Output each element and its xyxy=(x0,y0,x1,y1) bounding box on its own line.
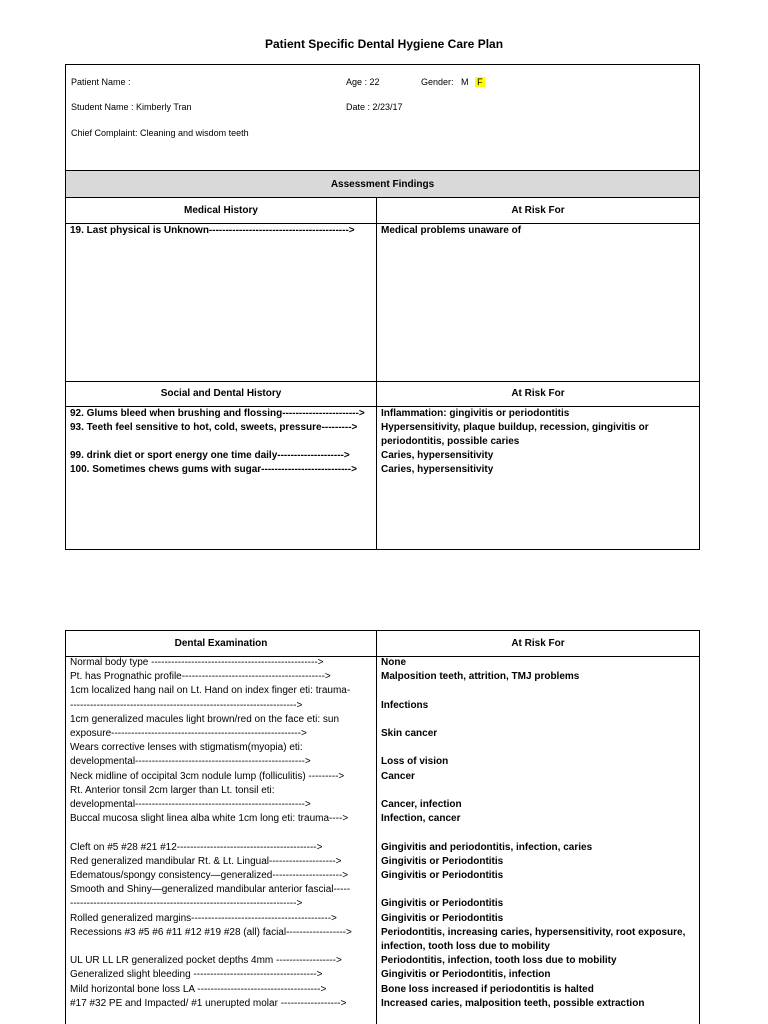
social-history-item: 93. Teeth feel sensitive to hot, cold, sweets, pressure---------> xyxy=(70,422,358,433)
dental-exam-item: 1cm localized hang nail on Lt. Hand on index finger eti: trauma- xyxy=(70,685,351,697)
social-history-item: 100. Sometimes chews gums with sugar---------------------------> xyxy=(70,464,357,475)
dental-exam-item: #17 #32 PE and Impacted/ #1 unerupted molar ------------------> xyxy=(70,997,347,1009)
column-divider xyxy=(376,197,377,549)
gender-label xyxy=(421,77,485,87)
dental-risk-item: Gingivitis or Periodontitis xyxy=(381,898,504,910)
dental-risk-item: None xyxy=(381,657,406,668)
dental-risk-item: Gingivitis or Periodontitis xyxy=(381,912,504,924)
dental-exam-item: --------------------------------------------------------------------> xyxy=(70,699,303,711)
dental-risk-item: Skin cancer xyxy=(381,728,438,739)
gender-option-f-highlighted: F xyxy=(477,77,483,87)
dental-exam-item: Wears corrective lenses with stigmatism(myopia) eti: xyxy=(70,742,303,754)
medical-at-risk-header: At Risk For xyxy=(511,205,565,216)
dental-risk-item: Periodontitis, increasing caries, hypersensitivity, root exposure, xyxy=(381,926,686,938)
dental-exam-item: Smooth and Shiny—generalized mandibular anterior fascial----- xyxy=(70,884,351,896)
dental-exam-item: Buccal mucosa slight linea alba white 1cm long eti: trauma----> xyxy=(70,813,349,825)
student-name-label: Student Name : Kimberly Tran xyxy=(71,102,192,112)
gender-option-m: M xyxy=(461,77,469,87)
dental-risk-item: Loss of vision xyxy=(381,756,449,768)
dental-risk-item: Cancer, infection xyxy=(381,799,462,810)
dental-exam-item: exposure---------------------------------------------------------> xyxy=(70,728,307,739)
dental-exam-item: developmental---------------------------------------------------> xyxy=(70,799,311,810)
social-history-item: 92. Glums bleed when brushing and flossing-----------------------> xyxy=(70,408,365,419)
dental-at-risk-header: At Risk For xyxy=(511,638,565,649)
dental-risk-item: Infection, cancer xyxy=(381,813,461,825)
dental-risk-item: Gingivitis or Periodontitis, infection xyxy=(381,969,551,981)
medical-history-header: Medical History xyxy=(184,205,258,216)
social-history-item: 99. drink diet or sport energy one time daily--------------------> xyxy=(70,450,350,461)
dental-risk-item: Periodontitis, infection, tooth loss due to mobility xyxy=(381,955,617,967)
dental-risk-item: Cancer xyxy=(381,770,415,782)
dental-exam-item: Mild horizontal bone loss LA -------------------------------------> xyxy=(70,983,327,995)
dental-risk-item: Gingivitis and periodontitis, infection, caries xyxy=(381,841,593,853)
dental-exam-item: Normal body type --------------------------------------------------> xyxy=(70,657,324,668)
dental-exam-item: developmental---------------------------------------------------> xyxy=(70,756,311,768)
chief-complaint-label: Chief Complaint: Cleaning and wisdom teeth xyxy=(71,128,249,138)
medical-history-item: 19. Last physical is Unknown------------------------------------------> xyxy=(70,225,355,236)
dental-exam-item: Neck midline of occipital 3cm nodule lump (folliculitis) ---------> xyxy=(70,770,345,782)
age-label: Age : 22 xyxy=(346,77,380,87)
dental-exam-item: Recessions #3 #5 #6 #11 #12 #19 #28 (all) facial------------------> xyxy=(70,926,352,938)
social-at-risk-header: At Risk For xyxy=(511,388,565,399)
dental-risk-item: Gingivitis or Periodontitis xyxy=(381,855,504,867)
date-label: Date : 2/23/17 xyxy=(346,102,403,112)
social-risk-item: Hypersensitivity, plaque buildup, recession, gingivitis or xyxy=(381,422,649,433)
dental-risk-item: Bone loss increased if periodontitis is halted xyxy=(381,983,594,995)
dental-risk-item: infection, tooth loss due to mobility xyxy=(381,941,550,952)
dental-risk-item: Increased caries, malposition teeth, possible extraction xyxy=(381,997,645,1009)
social-risk-item: periodontitis, possible caries xyxy=(381,436,520,447)
divider xyxy=(66,381,699,382)
dental-exam-item: 1cm generalized macules light brown/red on the face eti: sun xyxy=(70,713,340,725)
column-divider xyxy=(376,631,377,1024)
dental-exam-item: UL UR LL LR generalized pocket depths 4mm ------------------> xyxy=(70,955,342,967)
dental-risk-item: Infections xyxy=(381,699,429,711)
gender-caption: Gender: xyxy=(421,77,454,87)
page-title: Patient Specific Dental Hygiene Care Plan xyxy=(264,37,504,51)
social-history-header: Social and Dental History xyxy=(160,388,282,399)
dental-risk-item: Gingivitis or Periodontitis xyxy=(381,870,504,881)
patient-info-box xyxy=(65,64,700,171)
assessment-table xyxy=(65,170,700,550)
dental-exam-header: Dental Examination xyxy=(174,638,268,649)
dental-exam-item: Rolled generalized margins------------------------------------------> xyxy=(70,912,337,924)
dental-exam-item: Pt. has Prognathic profile-------------------------------------------> xyxy=(70,671,331,683)
social-risk-item: Caries, hypersensitivity xyxy=(381,450,494,461)
dental-exam-item: Edematous/spongy consistency—generalized---------------------> xyxy=(70,870,349,881)
medical-risk-item: Medical problems unaware of xyxy=(381,225,522,236)
assessment-header: Assessment Findings xyxy=(330,179,435,190)
divider xyxy=(66,197,699,198)
dental-exam-table xyxy=(65,630,700,1024)
social-risk-item: Inflammation: gingivitis or periodontitis xyxy=(381,408,570,419)
dental-exam-item: Cleft on #5 #28 #21 #12------------------------------------------> xyxy=(70,841,323,853)
dental-exam-item: Red generalized mandibular Rt. & Lt. Lingual--------------------> xyxy=(70,855,342,867)
social-risk-item: Caries, hypersensitivity xyxy=(381,464,494,475)
dental-exam-item: --------------------------------------------------------------------> xyxy=(70,898,303,910)
dental-exam-item: Rt. Anterior tonsil 2cm larger than Lt. tonsil eti: xyxy=(70,784,275,796)
dental-risk-item: Malposition teeth, attrition, TMJ problems xyxy=(381,671,580,683)
patient-name-label: Patient Name : xyxy=(71,77,131,87)
dental-exam-item: Generalized slight bleeding -------------------------------------> xyxy=(70,969,323,981)
